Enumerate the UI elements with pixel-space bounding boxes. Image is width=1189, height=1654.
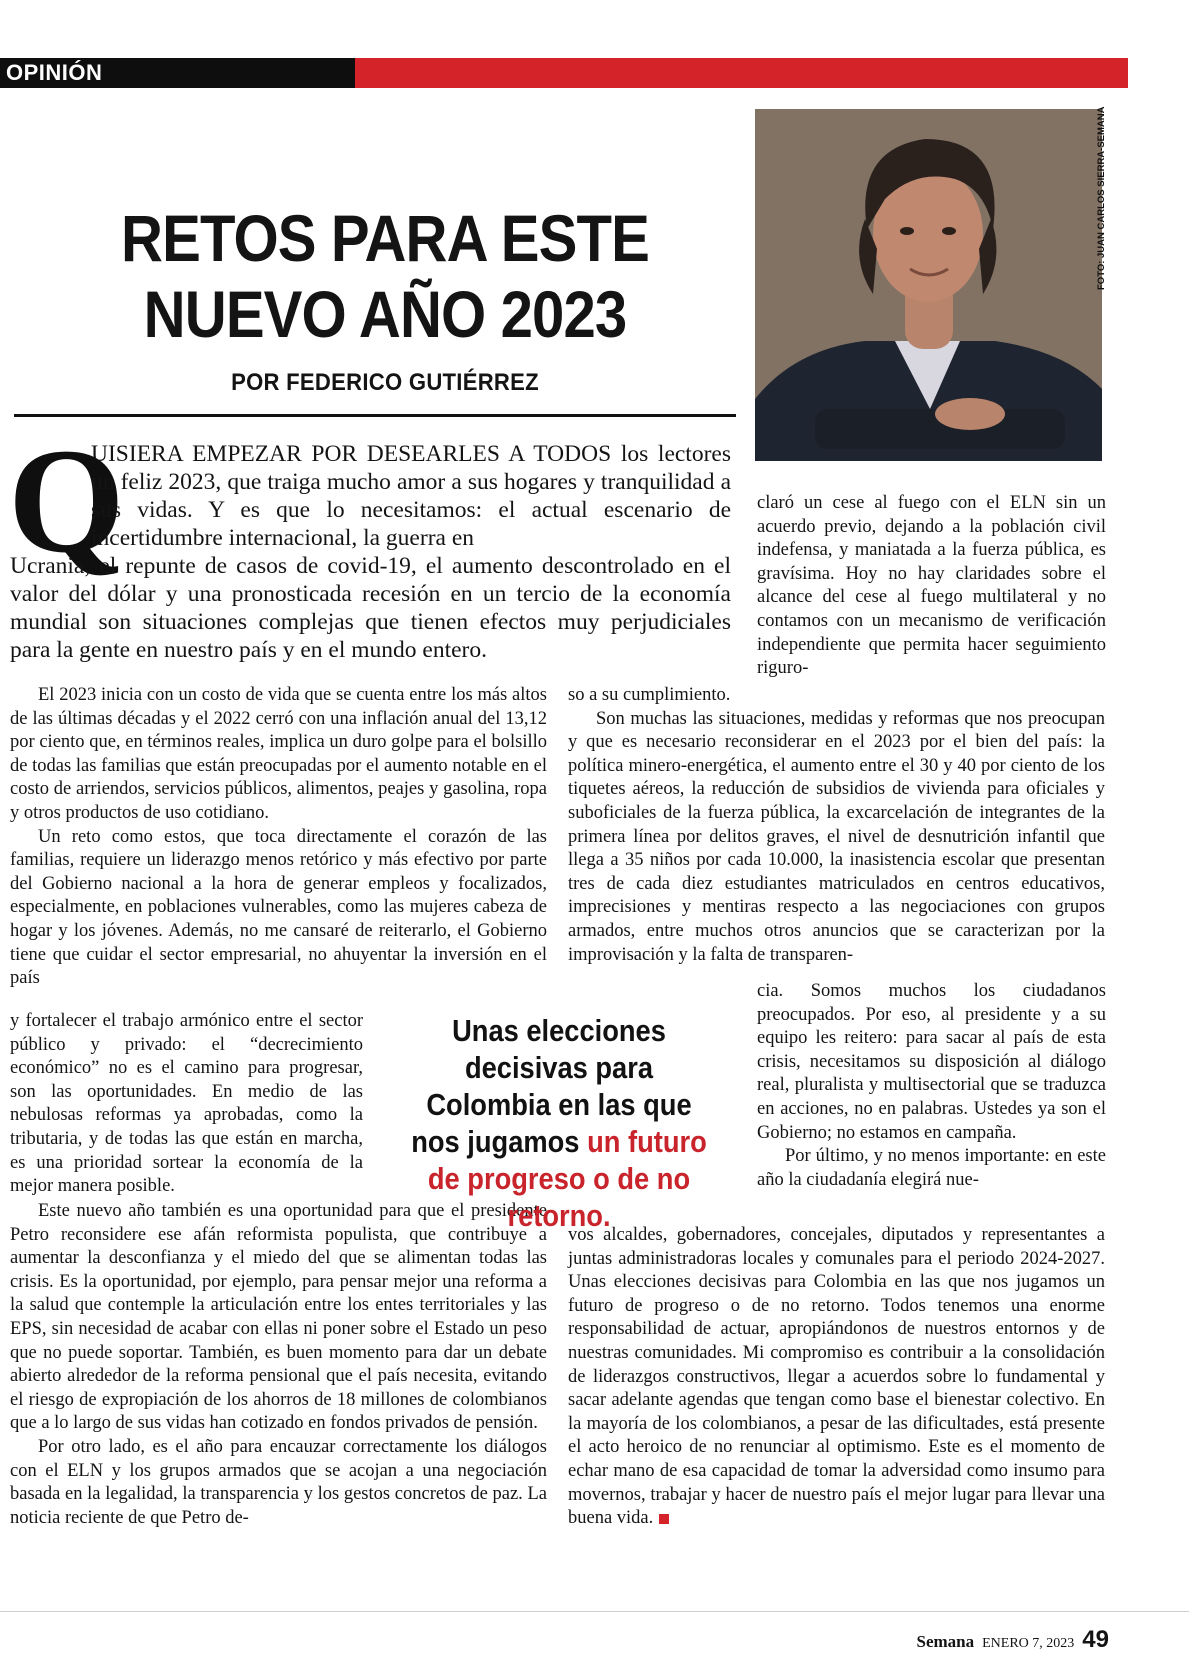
headline-rule <box>14 414 736 417</box>
end-of-article-square-icon <box>659 1514 669 1524</box>
lead-text-2: Ucrania, el repunte de casos de covid-19, el aumento descontrolado en el valor del dólar y una pronosticada recesión en un tercio de la economía mundial son situaciones complejas que tienen efectos muy perjudiciales para la gente en nuestro país y en el mundo entero. <box>10 553 731 663</box>
section-bar <box>0 58 1128 88</box>
footer-page-number: 49 <box>1082 1626 1109 1653</box>
column-right-top-text: claró un cese al fuego con el ELN sin un acuerdo previo, dejando a la población civil indefensa, y maniatada a la fuerza pública, es gravísima. Hoy no hay claridades sobre el alcance del cese al fuego multilateral y no contamos con un mecanismo de verificación independiente que permita hacer seguimiento riguro- <box>757 493 1106 679</box>
body-column-1-narrow <box>10 1010 363 1199</box>
section-bar-dark <box>0 58 355 88</box>
body-column-2-paragraph-1-continued: cia. Somos muchos los ciudadanos preocupados. Por eso, al presidente y a su equipo les reitero: para sacar al país de esta crisis, necesitamos su disposición al diálogo real, pluralista y multisectorial que se traduzca en acciones, no en palabras. Ustedes ya son el Gobierno; no estamos en campaña. <box>757 981 1106 1143</box>
drop-cap: Q <box>8 418 125 584</box>
body-column-2-paragraph-2-start: Por último, y no menos importante: en este año la ciudadanía elegirá nue- <box>757 1146 1106 1190</box>
footer-magazine-name: Semana <box>916 1632 975 1651</box>
headline-line-1: RETOS PARA ESTE <box>121 201 649 275</box>
body-paragraph-1: El 2023 inicia con un costo de vida que se cuenta entre los más altos de las últimas décadas y el 2022 cerró con una inflación anual del 13,12 por ciento que, en términos reales, implica un duro golpe para el bolsillo de todas las familias que están preocupadas por el aumento notable en el costo de arriendos, servicios públicos, alimentos, peajes y gasolina, ropa y otros productos de uso cotidiano. <box>10 685 547 823</box>
lead-paragraph-continued <box>10 552 731 664</box>
section-bar-accent <box>355 58 1128 88</box>
body-column-2-start: so a su cumplimiento. <box>568 685 731 705</box>
body-column-2-bottom <box>568 1224 1105 1531</box>
headline-line-2: NUEVO AÑO 2023 <box>143 277 627 351</box>
body-paragraph-3: Este nuevo año también es una oportunidad para que el presidente Petro reconsidere ese afán reformista populista, que contribuye a aumentar la desconfianza y el miedo del que se alimentan todas las crisis. Es la oportunidad, por ejemplo, para pensar mejor una reforma a la salud que contemple la articulación entre los entes territoriales y las EPS, sin necesidad de acabar con ellas ni poner sobre el Estado un peso que no puede soportar. También, es buen momento para dar un debate abierto alrededor de la reforma pensional que el país necesita, evitando el riesgo de expropiación de los ahorros de 18 millones de colombianos que a lo largo de sus vidas han cotizado en fondos privados de pensión. <box>10 1201 547 1434</box>
section-label: OPINIÓN <box>6 60 103 85</box>
body-column-2 <box>568 684 1105 967</box>
column-right-top <box>757 492 1106 681</box>
lead-text-1: UISIERA EMPEZAR POR DESEARLES A TODOS los lectores un feliz 2023, que traiga mucho amor a sus hogares y tranquilidad a sus vidas. Y es que lo necesitamos: el actual escenario de incertidumbre internacional, la guerra en <box>91 441 731 551</box>
pull-quote <box>400 1012 719 1234</box>
body-column-2-narrow <box>757 980 1106 1192</box>
page-footer <box>917 1626 1110 1654</box>
body-column-2-paragraph-1: Son muchas las situaciones, medidas y reformas que nos preocupan y que es necesario reconsiderar en el 2023 por el bien del país: la política minero-energética, el aumento entre el 30 y 40 por ciento de los tiquetes aéreos, la reducción de subsidios de vivienda para oficiales y suboficiales de la fuerza pública, la excarcelación de integrantes de la primera línea por delitos graves, el nivel de desnutrición infantil que llega a 35 niños por cada 10.000, la inasistencia escolar que presentan tres de cada diez estudiantes matriculados en centros educativos, imprecisiones y mentiras respecto a las negociaciones con grupos armados, entre muchos otros anuncios que se caracterizan por la improvisación y la falta de transparen- <box>568 708 1105 965</box>
author-photo <box>755 109 1102 461</box>
lead-paragraph <box>91 440 731 552</box>
body-column-1-bottom <box>10 1200 547 1530</box>
photo-credit: FOTO: JUAN CARLOS SIERRA-SEMANA <box>1096 106 1107 290</box>
body-paragraph-2: Un reto como estos, que toca directamente el corazón de las familias, requiere un liderazgo menos retórico y más efectivo por parte del Gobierno nacional a la hora de generar empleos y focalizados, especialmente, en poblaciones vulnerables, como las mujeres cabeza de hogar y los jóvenes. Además, no me cansaré de reiterarlo, el Gobierno tiene que cuidar el sector empresarial, no ahuyentar la inversión en el país <box>10 826 547 989</box>
footer-rule <box>0 1611 1189 1612</box>
body-column-2-paragraph-2-text: vos alcaldes, gobernadores, concejales, diputados y representantes a juntas administradoras locales y comunales para el periodo 2024-2027. Unas elecciones decisivas para Colombia en las que nos jugamos un futuro de progreso o de no retorno. Todos tenemos una enorme responsabilidad de actuar, apropiándonos de nuestros entornos y de nuestras comunidades. Mi compromiso es contribuir a la consolidación de liderazgos constructivos, llegar a acuerdos sobre lo fundamental y sacar adelante agendas que tengan como base el bienestar colectivo. En la mayoría de los colombianos, a pesar de las dificultades, está presente el acto heroico de no renunciar al optimismo. Este es el momento de echar mano de esa capacidad de tomar la adversidad como insumo para movernos, trabajar y hacer de nuestro país el mejor lugar para llevar una buena vida. <box>568 1225 1105 1529</box>
article-byline: POR FEDERICO GUTIÉRREZ <box>231 369 539 396</box>
pull-quote-red-text: un futuro de progreso o de no retorno. <box>427 1124 707 1233</box>
footer-date: ENERO 7, 2023 <box>982 1636 1075 1651</box>
body-column-1 <box>10 684 547 991</box>
article-headline <box>81 200 688 352</box>
author-photo-illustration <box>755 109 1102 461</box>
body-column-2-paragraph-2 <box>568 1224 1105 1531</box>
body-paragraph-4: Por otro lado, es el año para encauzar correctamente los diálogos con el ELN y los grupos armados que se acojan a una negociación basada en la legalidad, la transparencia y los gestos concretos de paz. La noticia reciente de que Petro de- <box>10 1436 547 1528</box>
body-paragraph-2-continued: y fortalecer el trabajo armónico entre el sector público y privado: el “decrecimiento económico” no es el camino para progresar, son las oportunidades. En medio de las nebulosas reformas ya aprobadas, como la tributaria, y de todas las que están en marcha, es una prioridad sortear la economía de la mejor manera posible. <box>10 1011 363 1197</box>
pull-quote-black-text: Unas elecciones decisivas para Colombia en las que nos jugamos <box>411 1013 692 1159</box>
